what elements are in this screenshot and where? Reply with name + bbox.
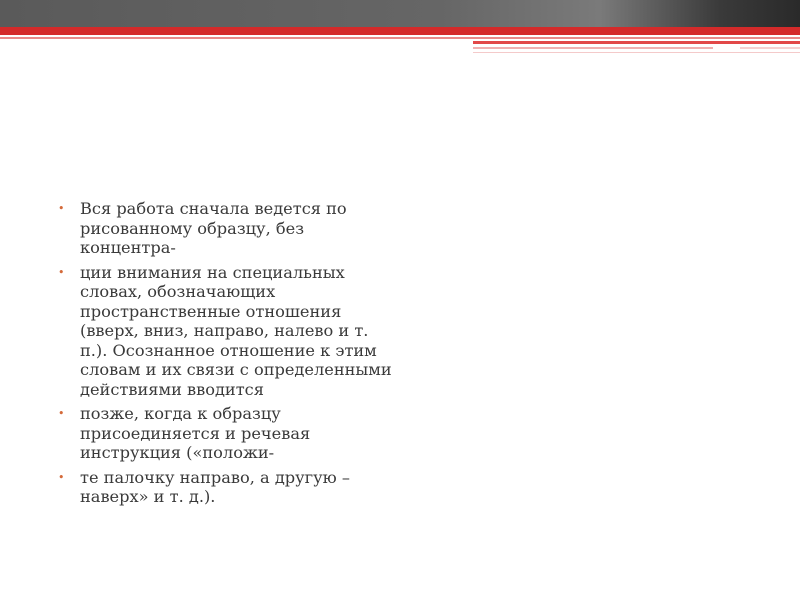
bullet-text: ции внимания на специальных словах, обозначающих пространственные отношения (вверх, вниз, направо, налево и т. п.). Осознанное отношение к этим словам и их связи с определенными действиями вводится [80, 262, 392, 399]
header-stripe [473, 41, 800, 44]
bullet-text: Вся работа сначала ведется по рисованному образцу, без концентра- [80, 199, 347, 257]
bullet-dot-icon: • [58, 202, 65, 215]
bullet-dot-icon: • [58, 470, 65, 484]
header-accent-band [0, 27, 800, 35]
bullet-dot-icon: • [58, 407, 65, 420]
header-stripe [473, 47, 713, 49]
header-stripe [473, 52, 800, 53]
header-stripe [740, 47, 800, 49]
bullet-list [58, 199, 398, 512]
bullet-item [58, 263, 398, 400]
header-bar [0, 0, 800, 27]
bullet-item [58, 199, 398, 258]
bullet-item [58, 404, 398, 463]
bullet-text: те палочку направо, а другую – наверх» и т. д.). [80, 467, 351, 506]
bullet-item [58, 468, 398, 507]
bullet-text: позже, когда к образцу присоединяется и речевая инструкция («положи- [80, 404, 311, 462]
header-stripe [0, 37, 800, 39]
bullet-dot-icon: • [58, 265, 65, 279]
